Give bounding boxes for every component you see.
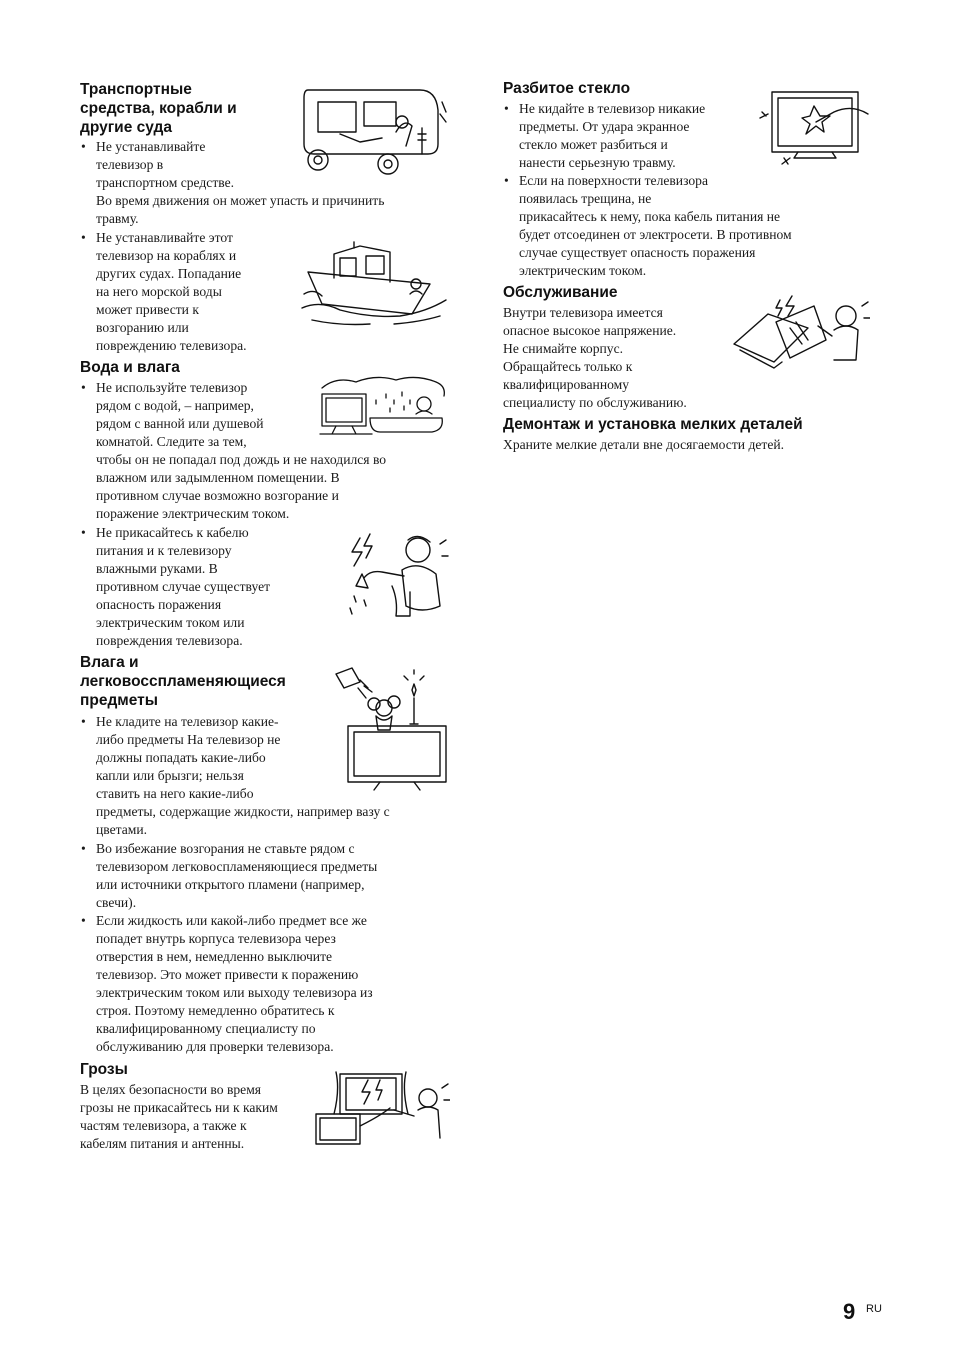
heading-vehicles: Транспортные средства, корабли и другие суда (80, 81, 237, 136)
heading-water: Вода и влага (80, 359, 180, 376)
bullet-vehicle: • Не устанавливайте телевизор в транспортном средстве. Во время движения он может упасть и причинить травму. (81, 139, 385, 226)
bullet-throw: • Не кидайте в телевизор никакие предметы. От удара экранное стекло может разбиться и нанести серьезную травму. (504, 101, 706, 170)
bullet-fire: • Во избежание возгорания не ставьте рядом с телевизором легковоспламеняющиеся предметы или источники открытого пламени (например, свечи). (81, 841, 378, 910)
storms-text: В целях безопасности во время грозы не прикасайтесь ни к каким частям телевизора, а также к кабелям питания и антенны. (80, 1082, 278, 1151)
bullet-ships: • Не устанавливайте этот телевизор на кораблях и других судах. Попадание на него морской воды может привести к возгоранию или повреждению телевизора. (81, 230, 247, 353)
heading-service: Обслуживание (503, 284, 618, 301)
vase-candle-tv-illustration (330, 664, 450, 794)
bullet-no-objects: • Не кладите на телевизор какие- либо предметы На телевизор не должны попадать какие-либо капли или брызги; нельзя ставить на него какие-либо предметы, содержащие жидкости, например вазу с цветами. (81, 714, 390, 837)
heading-flammable: Влага и легковосспламеняющиеся предметы (80, 654, 286, 709)
heading-small-parts: Демонтаж и установка мелких деталей (503, 416, 803, 433)
thunderstorm-tv-illustration (310, 1070, 450, 1154)
heading-broken-glass: Разбитое стекло (503, 80, 631, 97)
boat-tv-illustration (300, 238, 448, 330)
bathroom-tv-illustration (316, 374, 448, 440)
bullet-crack: • Если на поверхности телевизора появилась трещина, не прикасайтесь к нему, пока кабель питания не будет отсоединен от электросети. В противном случае существует опасность поражения электрическим током. (504, 173, 792, 278)
bullet-liquid-inside: • Если жидкость или какой-либо предмет все же попадет внутрь корпуса телевизора через отверстия в нем, немедленно выключите телевизор. Это может привести к поражению электрическим током или выходу телевизора из строя. Поэтому немедленно обратитесь к квалифицированному специалисту по обслуживанию для проверки телевизора. (81, 913, 373, 1054)
page-language: RU (866, 1303, 882, 1315)
bullet-wet-hands: • Не прикасайтесь к кабелю питания и к телевизору влажными руками. В противном случае существует опасность поражения электрическим током или повреждения телевизора. (81, 525, 271, 648)
bullet-bathroom: • Не используйте телевизор рядом с водой, – например, рядом с ванной или душевой комнатой. Следите за тем, чтобы он не попадал под дождь и не находился во влажном или задымленном помещении. В противном случае возможно возгорание и поражение электрическим током. (81, 380, 387, 521)
page-number: 9 (843, 1299, 856, 1324)
heading-storms: Грозы (80, 1061, 128, 1078)
small-parts-text: Храните мелкие детали вне досягаемости детей. (503, 437, 785, 452)
open-case-shock-illustration (730, 292, 870, 376)
broken-glass-tv-illustration (758, 86, 870, 168)
service-text: Внутри телевизора имеется опасное высокое напряжение. Не снимайте корпус. Обращайтесь только к квалифицированному специалисту по обслуживанию. (503, 305, 687, 410)
car-tv-illustration (300, 82, 448, 182)
wet-hands-plug-illustration (342, 530, 450, 628)
